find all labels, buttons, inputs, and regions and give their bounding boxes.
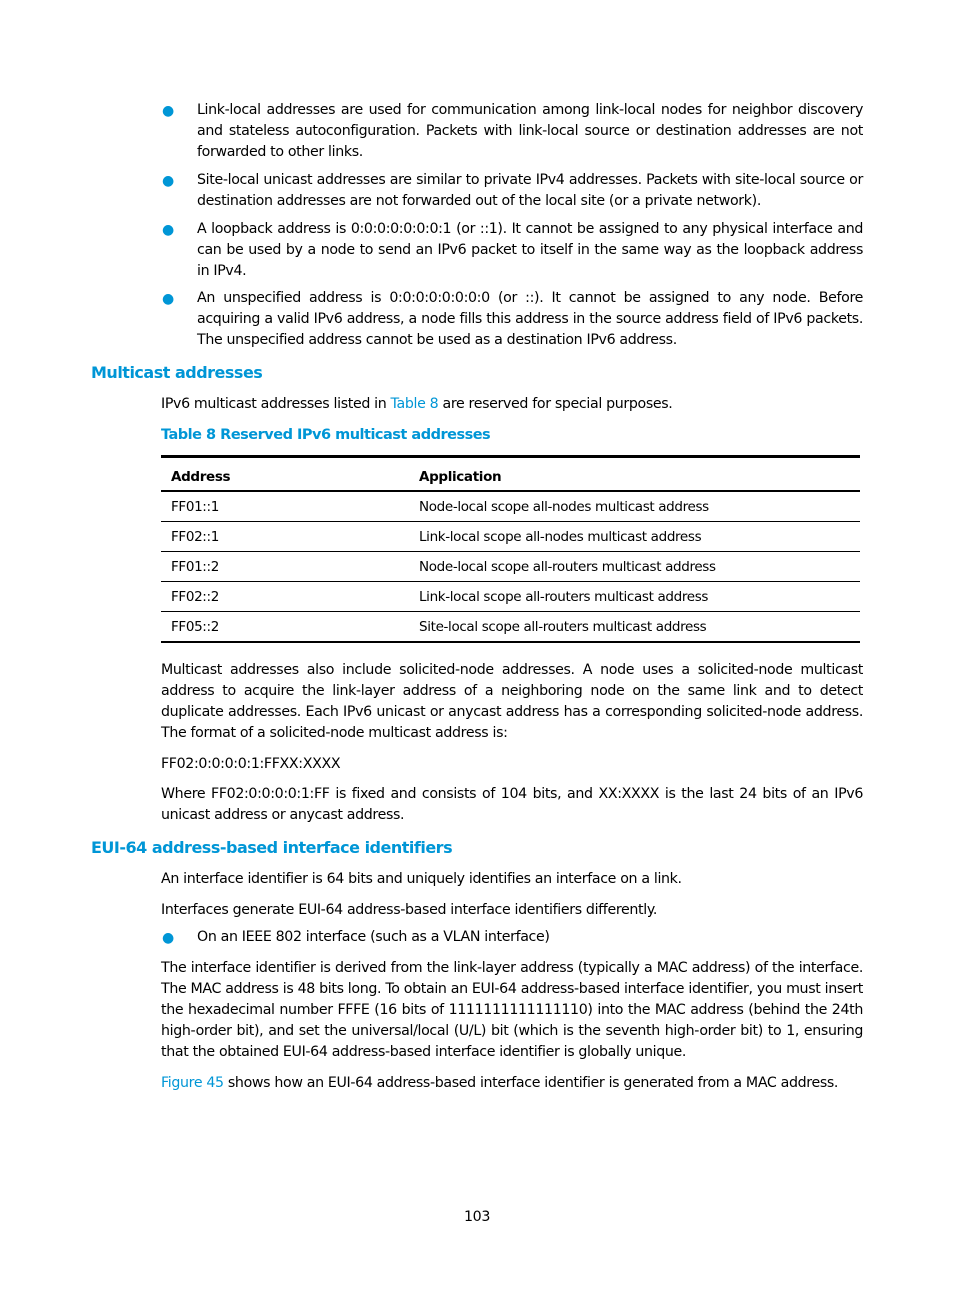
heading-multicast: Multicast addresses (91, 363, 263, 382)
eui-paragraph-2: Interfaces generate EUI-64 address-based interface identifiers differently. (161, 902, 658, 918)
table-header-row (161, 457, 860, 492)
table-row (161, 612, 860, 643)
column-header-address: Address (161, 457, 409, 492)
table-caption: Table 8 Reserved IPv6 multicast addresses (161, 427, 491, 443)
bullet-icon: ● (162, 291, 174, 307)
multicast-table (161, 455, 860, 643)
multicast-intro (161, 394, 863, 415)
figure-45-link[interactable]: Figure 45 (161, 1075, 224, 1091)
address-cell: FF02::2 (161, 582, 409, 612)
application-cell: Link-local scope all-routers multicast address (409, 582, 860, 612)
bullet-icon: ● (162, 930, 174, 946)
solicited-node-format: FF02:0:0:0:0:1:FFXX:XXXX (161, 756, 341, 772)
heading-eui64: EUI-64 address-based interface identifiers (91, 838, 453, 857)
column-header-application: Application (409, 457, 860, 492)
application-cell: Node-local scope all-routers multicast address (409, 552, 860, 582)
bullet-link-local: Link-local addresses are used for communication among link-local nodes for neighbor discovery and stateless autoconfiguration. Packets with link-local source or destination addresses are not forwarded to other links. (197, 102, 863, 160)
table-row (161, 582, 860, 612)
bullet-loopback: A loopback address is 0:0:0:0:0:0:0:1 (or ::1). It cannot be assigned to any physical interface and can be used by a node to send an IPv6 packet to itself in the same way as the loopback address in IPv4. (197, 221, 863, 279)
bullet-icon: ● (162, 173, 174, 189)
eui-paragraph-3: The interface identifier is derived from the link-layer address (typically a MAC address) of the interface. The MAC address is 48 bits long. To obtain an EUI-64 address-based interface identifier, you must insert the hexadecimal number FFFE (16 bits of 1111111111111110) into the MAC address (behind the 24th high-order bit), and set the universal/local (U/L) bit (which is the seventh high-order bit) to 1, ensuring that the obtained EUI-64 address-based interface identifier is globally unique. (161, 960, 863, 1060)
bullet-site-local: Site-local unicast addresses are similar to private IPv4 addresses. Packets with site-local source or destination addresses are not forwarded out of the local site (or a private network). (197, 172, 863, 209)
intro-text: IPv6 multicast addresses listed in (161, 396, 391, 412)
table-row (161, 522, 860, 552)
address-cell: FF01::1 (161, 491, 409, 522)
figure-ref-text: shows how an EUI-64 address-based interface identifier is generated from a MAC address. (223, 1075, 839, 1091)
table-row (161, 491, 860, 522)
application-cell: Link-local scope all-nodes multicast address (409, 522, 860, 552)
application-cell: Site-local scope all-routers multicast address (409, 612, 860, 643)
eui-paragraph-1: An interface identifier is 64 bits and uniquely identifies an interface on a link. (161, 871, 682, 887)
address-cell: FF02::1 (161, 522, 409, 552)
bullet-icon: ● (162, 103, 174, 119)
format-explanation: Where FF02:0:0:0:0:1:FF is fixed and consists of 104 bits, and XX:XXXX is the last 24 bits of an IPv6 unicast address or anycast address. (161, 786, 863, 823)
bullet-unspecified: An unspecified address is 0:0:0:0:0:0:0:0 (or ::). It cannot be assigned to any node. Before acquiring a valid IPv6 address, a node fills this address in the source address field of IPv6 packets. The unspecified address cannot be used as a destination IPv6 address. (197, 290, 863, 348)
address-cell: FF05::2 (161, 612, 409, 643)
eui-paragraph-4 (161, 1073, 863, 1094)
intro-text: are reserved for special purposes. (438, 396, 673, 412)
solicited-node-paragraph: Multicast addresses also include solicited-node addresses. A node uses a solicited-node multicast address to acquire the link-layer address of a neighboring node on the same link and to detect duplicate addresses. Each IPv6 unicast or anycast address has a corresponding solicited-node address. The format of a solicited-node multicast address is: (161, 662, 863, 741)
address-cell: FF01::2 (161, 552, 409, 582)
page-number: 103 (463, 1209, 491, 1225)
bullet-ieee802: On an IEEE 802 interface (such as a VLAN interface) (197, 929, 550, 945)
application-cell: Node-local scope all-nodes multicast address (409, 491, 860, 522)
table-row (161, 552, 860, 582)
table-8-link[interactable]: Table 8 (390, 396, 439, 412)
bullet-icon: ● (162, 222, 174, 238)
